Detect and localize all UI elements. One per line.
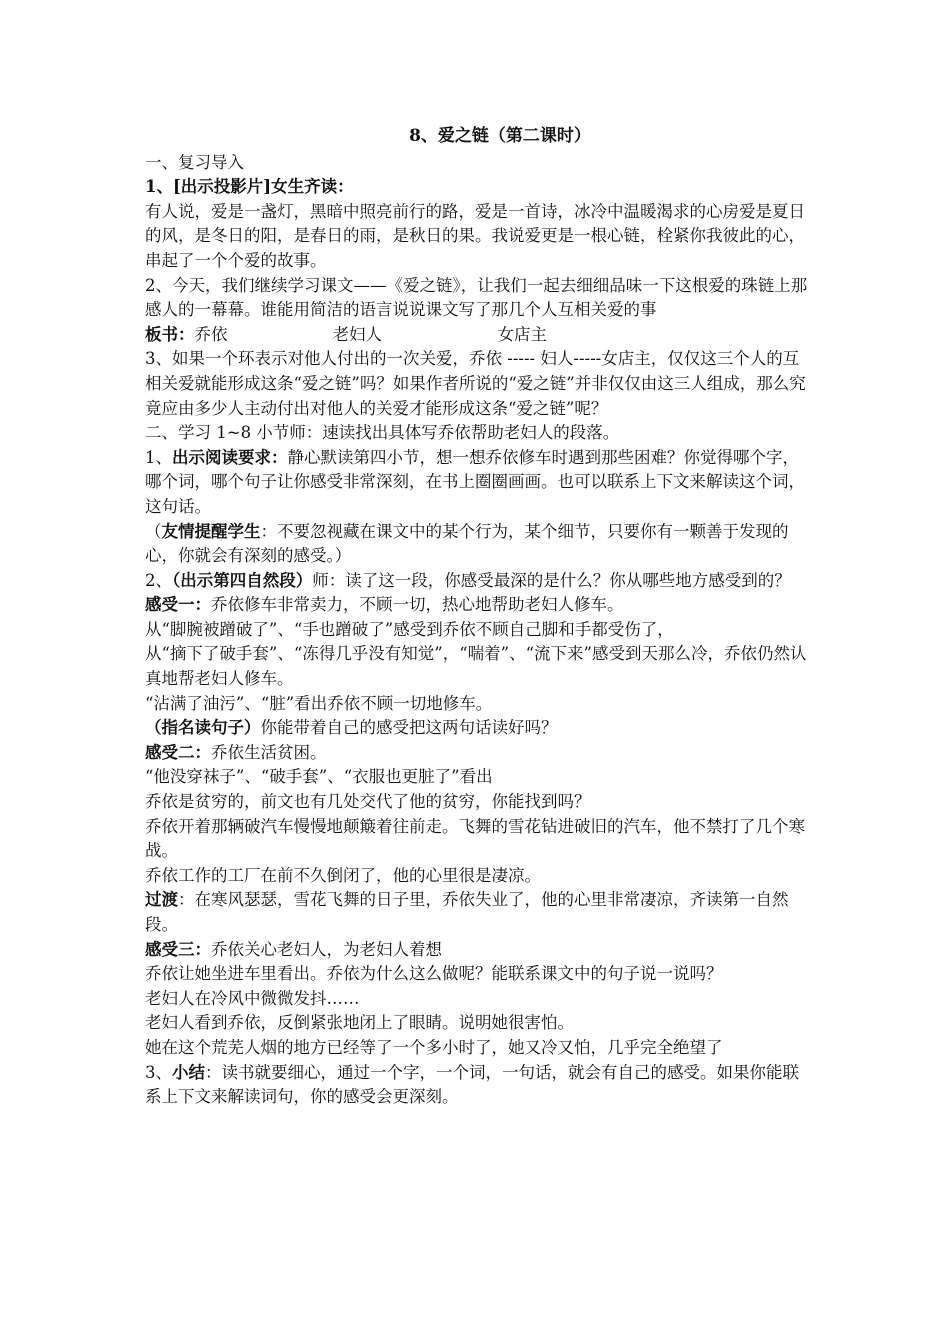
feeling-three: 感受三：乔依关心老妇人，为老妇人着想 bbox=[145, 939, 442, 959]
text-line: “他没穿袜子”、“破手套”、“衣服也更脏了”看出 bbox=[145, 767, 493, 787]
transition-line: 过渡：在寒风瑟瑟，雪花飞舞的日子里，乔依失业了，他的心里非常凄凉，齐读第一自然段。 bbox=[145, 890, 789, 934]
document-page bbox=[145, 124, 815, 1110]
reading-requirement-label: 出示阅读要求： bbox=[172, 447, 288, 467]
paragraph-continue-lesson: 2、今天，我们继续学习课文——《爱之链》，让我们一起去细细品味一下这根爱的珠链上那感人的一幕幕。谁能用简洁的语言说说课文写了那几个人互相关爱的事 bbox=[145, 275, 808, 320]
text-line: 乔依开着那辆破汽车慢慢地颠簸着往前走。飞舞的雪花钻进破旧的汽车，他不禁打了几个寒战。 bbox=[145, 816, 805, 861]
show-fourth-section-label: （出示第四自然段） bbox=[172, 570, 313, 590]
text-line: 老妇人在冷风中微微发抖…… bbox=[145, 988, 360, 1008]
text-line: 老妇人看到乔依，反倒紧张地闭上了眼睛。说明她很害怕。 bbox=[145, 1013, 574, 1033]
feeling-two-label: 感受二： bbox=[145, 742, 211, 762]
blackboard-line bbox=[145, 323, 815, 348]
friendly-reminder-label: 友情提醒学生 bbox=[161, 521, 261, 541]
text-line: 从“摘下了破手套”、“冻得几乎没有知觉”，“喘着”、“流下来”感受到天那么冷，乔依仍然认真地帮老妇人修车。 bbox=[145, 644, 807, 689]
feeling-one-label: 感受一： bbox=[145, 595, 211, 615]
text-line: 乔依让她坐进车里看出。乔依为什么这么做呢？能联系课文中的句子说一说吗？ bbox=[145, 964, 723, 984]
board-item-joey: 乔依 bbox=[194, 324, 228, 344]
text-line: 从“脚腕被蹭破了”、“手也蹭破了”感受到乔依不顾自己脚和手都受伤了， bbox=[145, 619, 674, 639]
text-line: 乔依是贫穷的，前文也有几处交代了他的贫穷，你能找到吗？ bbox=[145, 792, 591, 812]
transition-label: 过渡 bbox=[145, 890, 178, 910]
text-line: “沾满了油污”、“脏”看出乔依不顾一切地修车。 bbox=[145, 693, 493, 713]
paragraph-reading-requirement: 1、出示阅读要求：静心默读第四小节，想一想乔依修车时遇到那些困难？你觉得哪个字，哪个词，哪个句子让你感受非常深刻，在书上圈圈画画。也可以联系上下文来解读这个词，这句话。 bbox=[145, 447, 805, 516]
document-title: 8、爱之链（第二课时） bbox=[409, 126, 591, 146]
paragraph-love-chain-question: 3、如果一个环表示对他人付出的一次关爱，乔依 ----- 妇人-----女店主，仅仅这三个人的互相关爱就能形成这条“爱之链”吗？如果作者所说的“爱之链”并非仅仅由这三人组成，那么究竟应由多少人主动付出对他人的关爱才能形成这条“爱之链”呢？ bbox=[145, 349, 806, 418]
read-sentence-label: （指名读句子） bbox=[145, 718, 261, 738]
text-line: 乔依工作的工厂在前不久倒闭了，他的心里很是凄凉。 bbox=[145, 865, 541, 885]
section-heading-review: 一、复习导入 bbox=[145, 152, 244, 172]
step-projector-read: 1、[出示投影片]女生齐读： bbox=[145, 177, 354, 197]
feeling-two: 感受二：乔依生活贫困。 bbox=[145, 742, 327, 762]
paragraph-love-poem: 有人说，爱是一盏灯，黑暗中照亮前行的路，爱是一首诗，冰冷中温暖渴求的心房爱是夏日的风，是冬日的阳，是春日的雨，是秋日的果。我说爱更是一根心链，栓紧你我彼此的心，串起了一个个爱的故事。 bbox=[145, 201, 805, 270]
board-item-old-woman: 老妇人 bbox=[332, 324, 382, 344]
paragraph-friendly-reminder: （友情提醒学生：不要忽视藏在课文中的某个行为，某个细节，只要你有一颗善于发现的心，你就会有深刻的感受。） bbox=[145, 521, 789, 566]
paragraph-show-fourth-section: 2、（出示第四自然段）师：读了这一段，你感受最深的是什么？你从哪些地方感受到的？ bbox=[145, 570, 791, 590]
text-line: 她在这个荒芜人烟的地方已经等了一个多小时了，她又冷又怕，几乎完全绝望了 bbox=[145, 1037, 723, 1057]
summary-line: 3、小结：读书就要细心，通过一个字，一个词，一句话，就会有自己的感受。如果你能联系上下文来解读词句，你的感受会更深刻。 bbox=[145, 1062, 799, 1107]
summary-label: 小结 bbox=[172, 1062, 205, 1082]
feeling-three-label: 感受三： bbox=[145, 939, 211, 959]
board-item-shop-owner: 女店主 bbox=[497, 324, 547, 344]
feeling-one: 感受一：乔依修车非常卖力，不顾一切，热心地帮助老妇人修车。 bbox=[145, 595, 624, 615]
section-heading-study: 二、学习 1~8 小节师：速读找出具体写乔依帮助老妇人的段落。 bbox=[145, 423, 620, 443]
read-sentence-line: （指名读句子）你能带着自己的感受把这两句话读好吗？ bbox=[145, 718, 558, 738]
blackboard-label: 板书： bbox=[145, 324, 195, 344]
